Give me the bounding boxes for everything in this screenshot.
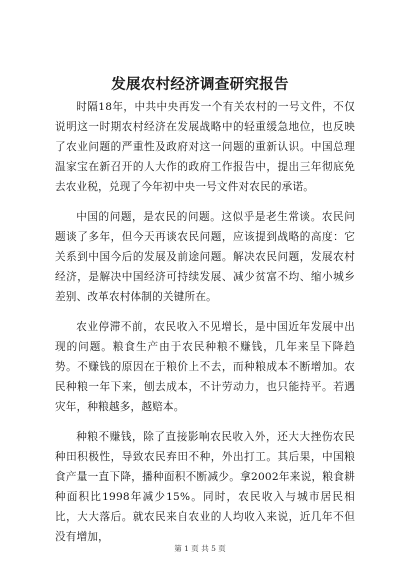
- document-body: [55, 97, 355, 557]
- document-title: 发展农村经济调查研究报告: [111, 76, 289, 93]
- page-footer: 第 1 页 共 5 页: [174, 544, 226, 553]
- paragraph-4: 种粮不赚钱，除了直接影响农民收入外，还大大挫伤农民种田积极性，导致农民弃田不种，外出打工。其后果，中国粮食产量一直下降，播种面积不断减少。拿2002年来说，粮食耕种面积比1998年减少15%。同时，农民收入与城市居民相比，大大落后。就农民来自农业的人均收入来说，近几年不但没有增加，: [55, 431, 355, 543]
- paragraph-1: 时隔18年，中共中央再发一个有关农村的一号文件，不仅说明这一时期农村经济在发展战略中的轻重缓急地位，也反映了农业问题的严重性及政府对这一问题的重新认识。中国总理温家宝在新召开的人大作的政府工作报告中，提出三年彻底免去农业税，兑现了今年初中央一号文件对农民的承诺。: [55, 101, 355, 193]
- paragraph-3: 农业停滞不前，农民收入不见增长，是中国近年发展中出现的问题。粮食生产由于农民种粮不赚钱，几年来呈下降趋势。不赚钱的原因在于粮价上不去，而种粮成本不断增加。农民种粮一年下来，刨去成本，不计劳动力，也只能持平。若遇灾年，种粮越多，越赔本。: [55, 321, 355, 413]
- paragraph-2: 中国的问题，是农民的问题。这似乎是老生常谈。农民问题谈了多年，但今天再谈农民问题，应该提到战略的高度：它关系到中国今后的发展及前途问题。解决农民问题，发展农村经济，是解决中国经济可持续发展、减少贫富不均、缩小城乡差别、改革农村体制的关键所在。: [55, 211, 355, 303]
